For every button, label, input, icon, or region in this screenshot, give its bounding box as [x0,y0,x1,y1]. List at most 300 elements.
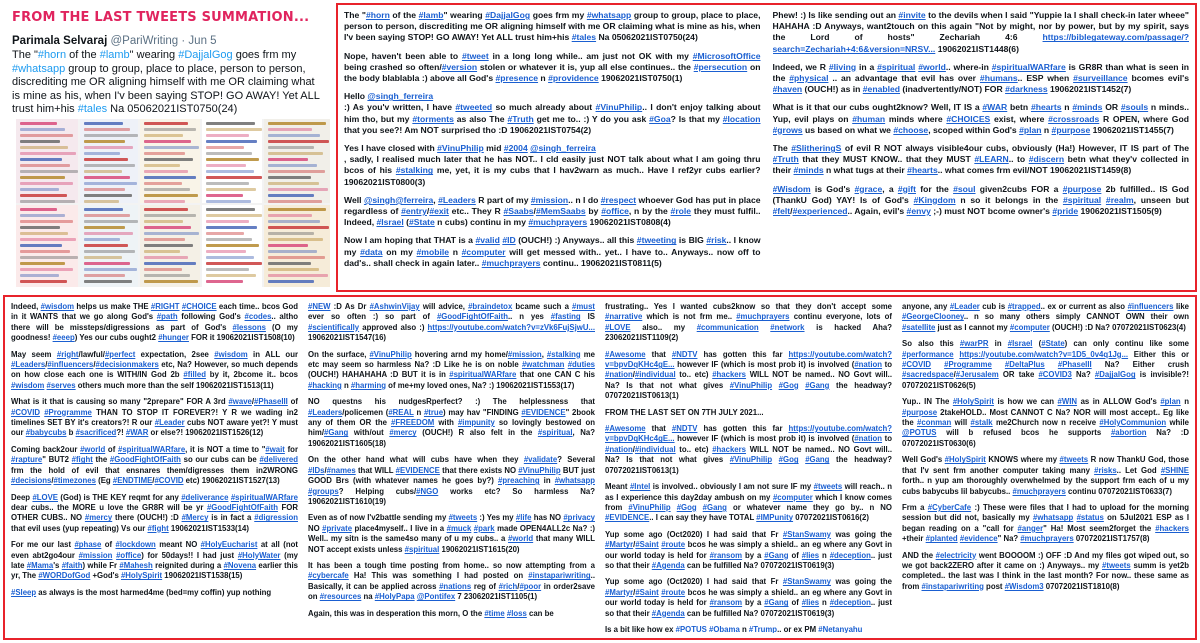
hashtag-link[interactable]: #LOVE [605,322,631,332]
hashtag-link[interactable]: #Leaders [308,407,343,417]
hashtag-link[interactable]: #NDTV [671,424,698,434]
hashtag-link[interactable]: #muchprayers [1020,534,1074,544]
hashtag-link[interactable]: #Novena [223,560,257,570]
hashtag-link[interactable]: #Awesome [605,349,646,359]
hashtag-link[interactable]: #CHOICES [946,113,991,124]
hashtag-link[interactable]: #stalk [970,418,993,428]
hashtag-link[interactable]: #mercy [84,513,113,523]
hashtag-link[interactable]: #world [918,61,946,72]
hashtag-link[interactable]: #soul [953,183,976,194]
hashtag-link[interactable]: #EVIDENCE [395,465,440,475]
hashtag-link[interactable]: #pride [1052,206,1079,217]
hashtag-link[interactable]: #Truth [507,113,534,124]
author-handle[interactable]: @PariWriting [110,35,179,47]
hashtag-link[interactable]: #hearts [907,165,938,176]
hashtag-link[interactable]: #COVID [11,407,41,417]
hashtag-link[interactable]: #WORDofGod [38,571,91,581]
hashtag-link[interactable]: #entry [401,206,427,217]
hashtag-link[interactable]: #spiritual [404,544,440,554]
hashtag-link[interactable]: #muchprayers [1012,486,1066,496]
hashtag-link[interactable]: #DeltaPlus [1004,360,1045,370]
hashtag-link[interactable]: #deception [829,598,871,608]
hashtag-link[interactable]: #PhaseIII [1057,360,1092,370]
hashtag-link[interactable]: #COVID [154,476,184,486]
url-link[interactable]: https://youtube.com/watch?v=1D5_0v4q1Jg... [959,349,1129,359]
hashtag-link[interactable]: #Netanyahu [818,624,863,633]
hashtag-link[interactable]: #wisdom [11,380,45,390]
hashtag-link[interactable]: #minds [1072,102,1103,113]
hashtag-link[interactable]: #rapture [11,455,43,465]
hashtag-link[interactable]: #lies [801,550,820,560]
hashtag-link[interactable]: #grace [854,183,883,194]
hashtag-link[interactable]: #VinuPhilip [628,502,671,512]
hashtag-link[interactable]: #wait [265,444,285,454]
hashtag-link[interactable]: #CHOICE [181,302,217,311]
hashtag-link[interactable]: #computer [1009,322,1050,332]
author-name[interactable]: Parimala Selvaraj [12,35,108,47]
hashtag-link[interactable]: #Gang [324,428,349,438]
hashtag-link[interactable]: #perfect [104,349,136,359]
hashtag-link[interactable]: #NEW [308,302,331,311]
hashtag-link[interactable]: #tales [77,103,108,115]
hashtag-link[interactable]: #Martyr [605,540,634,550]
hashtag-link[interactable]: #physical [789,73,829,84]
hashtag-link[interactable]: #GeorgeClooney [902,312,964,322]
hashtag-link[interactable]: #Saabs [503,206,534,217]
hashtag-link[interactable]: #Gang [805,455,830,465]
hashtag-link[interactable]: #evidence [959,534,998,544]
hashtag-link[interactable]: #tweeted [455,102,493,113]
hashtag-link[interactable]: #computer [461,246,506,257]
hashtag-link[interactable]: #Gog [778,455,799,465]
hashtag-link[interactable]: #CyberCafe [927,502,972,512]
hashtag-link[interactable]: #POTUS [675,624,707,633]
hashtag-link[interactable]: #Gog [676,502,697,512]
hashtag-link[interactable]: #humans [979,73,1018,84]
hashtag-link[interactable]: #ID [502,235,516,246]
hashtag-link[interactable]: #DajjalGog [178,49,233,61]
hashtag-link[interactable]: #ransom [709,598,743,608]
hashtag-link[interactable]: #tweets [813,482,843,492]
hashtag-link[interactable]: #tweeting [636,235,677,246]
hashtag-link[interactable]: #spiritual [877,61,916,72]
hashtag-link[interactable]: #groups [308,486,339,496]
hashtag-link[interactable]: #felt [772,206,791,217]
hashtag-link[interactable]: #individual [634,370,676,380]
hashtag-link[interactable]: #enabled [862,84,901,95]
hashtag-link[interactable]: #torments [412,113,454,124]
hashtag-link[interactable]: #preaching [497,476,540,486]
hashtag-link[interactable]: #Leader [154,418,185,428]
hashtag-link[interactable]: #loss [506,608,527,618]
hashtag-link[interactable]: #mission [507,349,542,359]
hashtag-link[interactable]: #communication [696,322,759,332]
hashtag-link[interactable]: #2004 [503,143,528,154]
hashtag-link[interactable]: #WAR [125,428,149,438]
hashtag-link[interactable]: #experienced [792,206,848,217]
hashtag-link[interactable]: #sacrificed [75,428,117,438]
hashtag-link[interactable]: #AshwinVijay [369,302,420,311]
hashtag-link[interactable]: #MemSaabs [535,206,586,217]
hashtag-link[interactable]: #EVIDENCE [521,407,566,417]
hashtag-link[interactable]: #HolyWater [237,550,281,560]
hashtag-link[interactable]: #RIGHT [150,302,180,311]
hashtag-link[interactable]: #COVID3 [1038,370,1072,380]
hashtag-link[interactable]: #StanSwamy [782,577,831,587]
hashtag-link[interactable]: #muchprayers [481,257,541,268]
hashtag-link[interactable]: #mobile [416,246,450,257]
hashtag-link[interactable]: #risks [1094,465,1117,475]
hashtag-link[interactable]: #Sleep [11,587,37,597]
hashtag-link[interactable]: #IDs [308,465,325,475]
hashtag-link[interactable]: #Martyr [605,587,634,597]
hashtag-link[interactable]: #Israel [376,217,404,228]
hashtag-link[interactable]: #life [515,513,532,523]
hashtag-link[interactable]: #tweets [448,513,478,523]
hashtag-link[interactable]: #right [56,349,79,359]
hashtag-link[interactable]: #muchprayers [736,312,790,322]
hashtag-link[interactable]: #EVIDENCE [605,513,650,523]
hashtag-link[interactable]: #HolySpirit [944,455,986,465]
hashtag-link[interactable]: #realm [1105,194,1134,205]
hashtag-link[interactable]: #Saint [635,587,659,597]
hashtag-link[interactable]: #tweet [461,50,489,61]
hashtag-link[interactable]: #world [80,444,106,454]
mention-link[interactable]: @POTUS [902,428,937,438]
hashtag-link[interactable]: #valid [475,235,500,246]
hashtag-link[interactable]: #office [601,206,629,217]
mention-link[interactable]: @Pontifex [416,592,456,602]
hashtag-link[interactable]: #Obama [709,624,740,633]
hashtag-link[interactable]: #Saint [635,540,659,550]
hashtag-link[interactable]: #version [441,61,478,72]
hashtag-link[interactable]: #path [156,312,178,322]
hashtag-link[interactable]: #HolySpirit [952,397,995,407]
hashtag-link[interactable]: #REAL [388,407,414,417]
hashtag-link[interactable]: #DajjalGog [1094,370,1136,380]
hashtag-link[interactable]: #deliverance [181,492,229,502]
hashtag-link[interactable]: #decisions [11,476,52,486]
hashtag-link[interactable]: #lockdown [115,540,156,550]
hashtag-link[interactable]: #Gang [764,550,789,560]
hashtag-link[interactable]: #GoodFightOfFaith [206,502,278,512]
hashtag-link[interactable]: #Goa [649,113,671,124]
hashtag-link[interactable]: #Trump [748,624,778,633]
hashtag-link[interactable]: #Jerusalem [955,370,999,380]
hashtag-link[interactable]: #whatsapp [554,476,595,486]
hashtag-link[interactable]: #whatsapp [586,10,632,20]
hashtag-link[interactable]: #Agenda [651,560,685,570]
hashtag-link[interactable]: #scientifically [308,322,360,332]
hashtag-link[interactable]: #codes [244,312,272,322]
hashtag-link[interactable]: #plan [1160,397,1181,407]
hashtag-link[interactable]: #lamb [99,49,130,61]
hashtag-link[interactable]: #hackers [1155,523,1189,533]
hashtag-link[interactable]: #deception [829,550,871,560]
tweet-date[interactable]: Jun 5 [188,35,217,47]
hashtag-link[interactable]: #wisdom [214,349,248,359]
hashtag-link[interactable]: #purpose [1051,124,1091,135]
hashtag-link[interactable]: #wisdom [40,302,75,311]
url-link[interactable]: https://youtube.com/watch?v=zVk6FujSjwU... [427,322,595,332]
hashtag-link[interactable]: #fight [147,523,169,533]
hashtag-link[interactable]: #lamb [418,10,444,20]
hashtag-link[interactable]: #living [828,61,857,72]
hashtag-link[interactable]: #Kingdom [913,194,956,205]
hashtag-link[interactable]: #horn [37,49,67,61]
hashtag-link[interactable]: #satellite [902,322,936,332]
hashtag-link[interactable]: #discern [1028,154,1065,165]
hashtag-link[interactable]: #VinuPhilip [518,465,561,475]
hashtag-link[interactable]: #time [484,608,505,618]
hashtag-link[interactable]: #plan [1019,124,1042,135]
hashtag-link[interactable]: #eeep [52,333,75,343]
hashtag-link[interactable]: #duties [567,360,595,370]
hashtag-link[interactable]: #conman [917,418,952,428]
hashtag-link[interactable]: #HolySpirit [120,571,163,581]
hashtag-link[interactable]: #mission [530,194,569,205]
hashtag-link[interactable]: #SHINE [1160,465,1189,475]
hashtag-link[interactable]: #Gog [778,380,799,390]
hashtag-link[interactable]: #poor [519,581,542,591]
hashtag-link[interactable]: #validate [523,455,558,465]
hashtag-link[interactable]: #lessons [232,322,266,332]
hashtag-link[interactable]: #Gang [702,502,727,512]
hashtag-link[interactable]: #nation [854,360,883,370]
hashtag-link[interactable]: #purpose [1062,183,1102,194]
hashtag-link[interactable]: #minds [793,165,824,176]
hashtag-link[interactable]: #grows [772,124,803,135]
hashtag-link[interactable]: #filled [183,370,206,380]
hashtag-link[interactable]: #hunger [158,333,189,343]
hashtag-link[interactable]: #human [852,113,886,124]
hashtag-link[interactable]: #whatsapp [12,62,66,75]
hashtag-link[interactable]: #braindetox [468,302,513,311]
hashtag-link[interactable]: #instapariwriting [921,581,984,591]
hashtag-link[interactable]: #ransom [709,550,743,560]
hashtag-link[interactable]: #mission [78,550,113,560]
hashtag-link[interactable]: #HolyCommunion [1099,418,1167,428]
hashtag-link[interactable]: #warPR [959,339,989,349]
mention-link[interactable]: @singh [363,194,396,205]
hashtag-link[interactable]: #Leaders [438,194,476,205]
hashtag-link[interactable]: #presence [495,73,539,84]
hashtag-link[interactable]: #fasting [550,312,581,322]
hashtag-link[interactable]: #phase [74,540,102,550]
hashtag-link[interactable]: #LOVE [32,492,59,502]
hashtag-link[interactable]: #GoodFightOfFaith [109,455,181,465]
hashtag-link[interactable]: #risk [706,235,727,246]
hashtag-link[interactable]: #LEARN [974,154,1009,165]
hashtag-link[interactable]: #world [508,534,534,544]
hashtag-link[interactable]: #hackers [712,444,747,454]
hashtag-link[interactable]: #Programme [44,407,92,417]
hashtag-link[interactable]: #crossroads [1048,113,1100,124]
hashtag-link[interactable]: #sacredspace [902,370,954,380]
hashtag-link[interactable]: #respect [600,194,637,205]
hashtag-link[interactable]: #Awesome [605,424,646,434]
hashtag-link[interactable]: #true [423,407,444,417]
hashtag-link[interactable]: #individual [634,444,676,454]
hashtag-link[interactable]: #GoodFightOfFaith [436,312,508,322]
hashtag-link[interactable]: #HolyEucharist [200,540,258,550]
hashtag-link[interactable]: #SlitheringS [791,143,842,154]
hashtag-link[interactable]: #Gang [805,380,830,390]
hashtag-link[interactable]: #performance [902,349,954,359]
hashtag-link[interactable]: #spiritualWARfare [118,444,186,454]
hashtag-link[interactable]: #COVID [902,360,932,370]
hashtag-link[interactable]: #wave [228,397,252,407]
hashtag-link[interactable]: #office [116,550,142,560]
hashtag-link[interactable]: #anger [1017,523,1044,533]
hashtag-link[interactable]: #Programme [944,360,992,370]
hashtag-link[interactable]: #Mahesh [119,560,153,570]
hashtag-link[interactable]: #WAR [982,102,1008,113]
hashtag-link[interactable]: #influencers [1127,302,1174,311]
hashtag-link[interactable]: #hearts [1030,102,1062,113]
hashtag-link[interactable]: #VinuPhilip [729,380,773,390]
hashtag-link[interactable]: #State [408,217,435,228]
hashtag-link[interactable]: #ENDTIME [112,476,153,486]
hashtag-link[interactable]: #spiritualWARfare [991,61,1066,72]
hashtag-link[interactable]: #abortion [1110,428,1147,438]
hashtag-link[interactable]: #exit [429,206,449,217]
hashtag-link[interactable]: #hackers [712,370,747,380]
hashtag-link[interactable]: #NDTV [671,349,698,359]
hashtag-link[interactable]: #darkness [1005,84,1048,95]
hashtag-link[interactable]: #MicrosoftOffice [692,50,761,61]
url-link[interactable]: https://biblegateway.com/passage/?search=Zechariah+4:6&version=NRSV... [772,32,1189,54]
hashtag-link[interactable]: #HolyPapa [374,592,415,602]
hashtag-link[interactable]: #status [1076,513,1104,523]
hashtag-link[interactable]: #StanSwamy [782,529,831,539]
hashtag-link[interactable]: #timezones [53,476,96,486]
hashtag-link[interactable]: #Mama [26,560,54,570]
hashtag-link[interactable]: #impunity [457,418,495,428]
hashtag-link[interactable]: #Agenda [651,608,685,618]
hashtag-link[interactable]: #VinuPhilip [729,455,773,465]
hashtag-link[interactable]: #Mercy [181,513,209,523]
hashtag-link[interactable]: #lies [801,598,820,608]
hashtag-link[interactable]: #Leaders [11,360,46,370]
hashtag-link[interactable]: #NGO [416,486,439,496]
hashtag-link[interactable]: #privacy [563,513,595,523]
hashtag-link[interactable]: #whatsapp [1032,513,1074,523]
hashtag-link[interactable]: #VinuPhilip [369,349,412,359]
hashtag-link[interactable]: #purpose [902,407,938,417]
hashtag-link[interactable]: #role [670,206,692,217]
hashtag-link[interactable]: #providence [548,73,599,84]
hashtag-link[interactable]: #WIN [1057,397,1078,407]
hashtag-link[interactable]: #persecution [693,61,748,72]
hashtag-link[interactable]: #location [722,113,761,124]
hashtag-link[interactable]: #gift [897,183,917,194]
hashtag-link[interactable]: #serves [46,380,76,390]
hashtag-link[interactable]: #route [661,540,686,550]
hashtag-link[interactable]: #electricity [935,550,977,560]
hashtag-link[interactable]: #PhaseIII [254,397,288,407]
hashtag-link[interactable]: #haven [772,84,803,95]
hashtag-link[interactable]: #State [1041,339,1065,349]
hashtag-link[interactable]: #Truth [772,154,799,165]
hashtag-link[interactable]: #harming [350,380,387,390]
hashtag-link[interactable]: #Intel [629,482,651,492]
hashtag-link[interactable]: #invite [898,10,926,20]
mention-link[interactable]: @singh_ferreira [530,143,596,154]
hashtag-link[interactable]: #spiritual [537,428,573,438]
hashtag-link[interactable]: #private [322,523,353,533]
hashtag-link[interactable]: #Leader [949,302,980,311]
hashtag-link[interactable]: #IMPunity [756,513,794,523]
hashtag-link[interactable]: #tales [571,32,597,43]
hashtag-link[interactable]: #data [360,246,383,257]
hashtag-link[interactable]: #horn [365,10,390,20]
hashtag-link[interactable]: #choose [893,124,929,135]
hashtag-link[interactable]: #influencers [47,360,94,370]
hashtag-link[interactable]: #FREEDOM [390,418,435,428]
hashtag-link[interactable]: #muchprayers [528,217,588,228]
hashtag-link[interactable]: #computer [772,492,813,502]
hashtag-link[interactable]: #instapariwriting [528,571,591,581]
hashtag-link[interactable]: #nation [854,434,883,444]
hashtag-link[interactable]: #stalking [546,349,581,359]
hashtag-link[interactable]: #planted [925,534,958,544]
hashtag-link[interactable]: #stalking [395,165,434,176]
hashtag-link[interactable]: #tweets [1102,560,1131,570]
hashtag-link[interactable]: #Gang [764,598,789,608]
hashtag-link[interactable]: #VinuPhilip [437,143,484,154]
hashtag-link[interactable]: #narrative [605,312,643,322]
hashtag-link[interactable]: #rich [498,581,518,591]
hashtag-link[interactable]: #spiritualWARfare [230,492,298,502]
hashtag-link[interactable]: #muck [446,523,472,533]
hashtag-link[interactable]: #route [661,587,686,597]
hashtag-link[interactable]: #spiritualWARfare [449,370,517,380]
hashtag-link[interactable]: #babycubs [25,428,67,438]
hashtag-link[interactable]: #resources [319,592,362,602]
hashtag-link[interactable]: #delivered [259,455,298,465]
hashtag-link[interactable]: #souls [1120,102,1149,113]
hashtag-link[interactable]: #mercy [389,428,417,438]
hashtag-link[interactable]: #cybercafe [308,571,349,581]
hashtag-link[interactable]: #nation [605,444,633,454]
hashtag-link[interactable]: #spiritual [1062,194,1102,205]
hashtag-link[interactable]: #DajjalGog [485,10,531,20]
hashtag-link[interactable]: #envy [906,206,931,217]
hashtag-link[interactable]: #surveillance [1073,73,1128,84]
hashtag-link[interactable]: #watchman [521,360,565,370]
hashtag-link[interactable]: #Wisdom [772,183,811,194]
mention-link[interactable]: @ferreira [395,194,434,205]
hashtag-link[interactable]: #fight [71,455,93,465]
hashtag-link[interactable]: #nation [605,370,633,380]
url-link[interactable]: https://youtube.com/watch?v=bpvDqKHc4gE... [605,349,892,370]
hashtag-link[interactable]: #VinuPhilip [595,102,643,113]
hashtag-link[interactable]: #decisionmakers [95,360,159,370]
hashtag-link[interactable]: #park [473,523,495,533]
url-link[interactable]: https://youtube.com/watch?v=bpvDqKHc4gE... [605,424,892,444]
hashtag-link[interactable]: #Israel [1007,339,1033,349]
mention-link[interactable]: @singh_ferreira [367,91,434,102]
hashtag-link[interactable]: #network [770,322,805,332]
hashtag-link[interactable]: #nations [439,581,472,591]
hashtag-link[interactable]: #faith [61,560,83,570]
hashtag-link[interactable]: #names [326,465,356,475]
hashtag-link[interactable]: #trapped [1007,302,1041,311]
hashtag-link[interactable]: #hacking [308,380,342,390]
tweet-image-collage[interactable] [16,119,330,287]
hashtag-link[interactable]: #Wisdom3 [1004,581,1044,591]
